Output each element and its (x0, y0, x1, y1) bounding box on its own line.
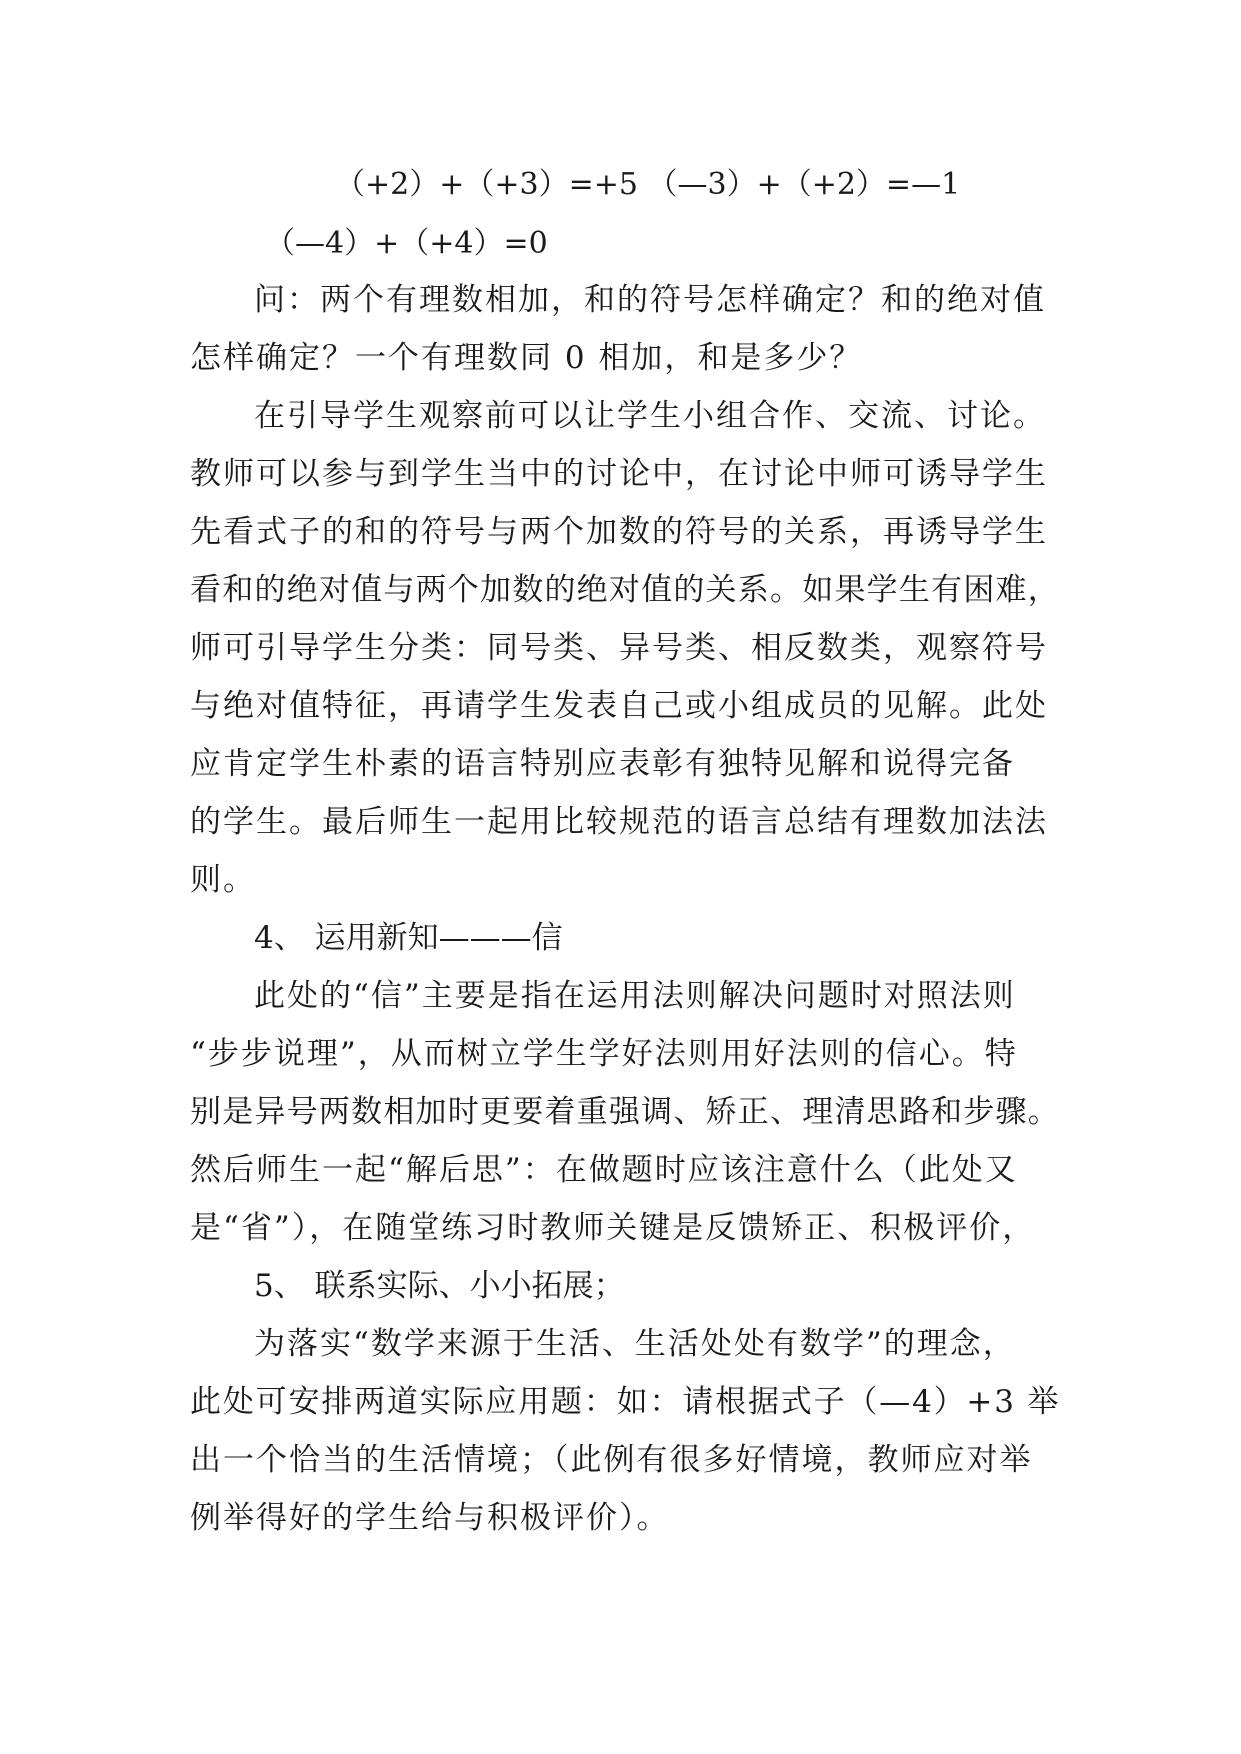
paragraph-practice-line-4: 例举得好的学生给与积极评价）。 (190, 1500, 670, 1536)
paragraph-question-line-2: 怎样确定？一个有理数同 0 相加，和是多少？ (190, 340, 863, 376)
paragraph-guide-line-2: 教师可以参与到学生当中的讨论中，在讨论中师可诱导学生 (190, 456, 1048, 492)
equation-line-1: （+2）+（+3）=+5 （—3）+（+2）=—1 (335, 167, 961, 202)
paragraph-faith-line-3: 别是异号两数相加时更要着重强调、矫正、理清思路和步骤。 (190, 1094, 1060, 1130)
paragraph-practice-line-1: 为落实“数学来源于生活、生活处处有数学”的理念， (254, 1326, 1016, 1362)
paragraph-practice-line-3: 出一个恰当的生活情境；（此例有很多好情境，教师应对举 (190, 1442, 1033, 1478)
paragraph-guide-line-8: 的学生。最后师生一起用比较规范的语言总结有理数加法法 (190, 804, 1048, 840)
paragraph-faith-line-1: 此处的“信”主要是指在运用法则解决问题时对照法则 (254, 978, 1016, 1014)
section-heading-5: 5、 联系实际、小小拓展； (254, 1268, 625, 1304)
paragraph-faith-line-4: 然后师生一起“解后思”：在做题时应该注意什么（此处又 (190, 1152, 1018, 1188)
paragraph-guide-line-9: 则。 (190, 862, 256, 898)
paragraph-guide-line-7: 应肯定学生朴素的语言特别应表彰有独特见解和说得完备 (190, 746, 1015, 782)
paragraph-guide-line-6: 与绝对值特征，再请学生发表自己或小组成员的见解。此处 (190, 688, 1048, 724)
paragraph-faith-line-5: 是“省”），在随堂练习时教师关键是反馈矫正、积极评价， (190, 1210, 1036, 1246)
paragraph-faith-line-2: “步步说理”，从而树立学生学好法则用好法则的信心。特 (190, 1036, 1018, 1072)
equation-line-2: （—4）+（+4）=0 (265, 226, 548, 261)
paragraph-guide-line-5: 师可引导学生分类：同号类、异号类、相反数类，观察符号 (190, 630, 1048, 666)
paragraph-guide-line-1: 在引导学生观察前可以让学生小组合作、交流、讨论。 (254, 398, 1046, 434)
paragraph-question-line-1: 问：两个有理数相加，和的符号怎样确定？和的绝对值 (254, 282, 1046, 318)
paragraph-guide-line-3: 先看式子的和的符号与两个加数的符号的关系，再诱导学生 (190, 514, 1048, 550)
paragraph-guide-line-4: 看和的绝对值与两个加数的绝对值的关系。如果学生有困难， (190, 572, 1060, 608)
section-heading-4: 4、 运用新知———信 (254, 920, 563, 956)
paragraph-practice-line-2: 此处可安排两道实际应用题：如：请根据式子（—4）+3 举 (190, 1384, 1061, 1420)
